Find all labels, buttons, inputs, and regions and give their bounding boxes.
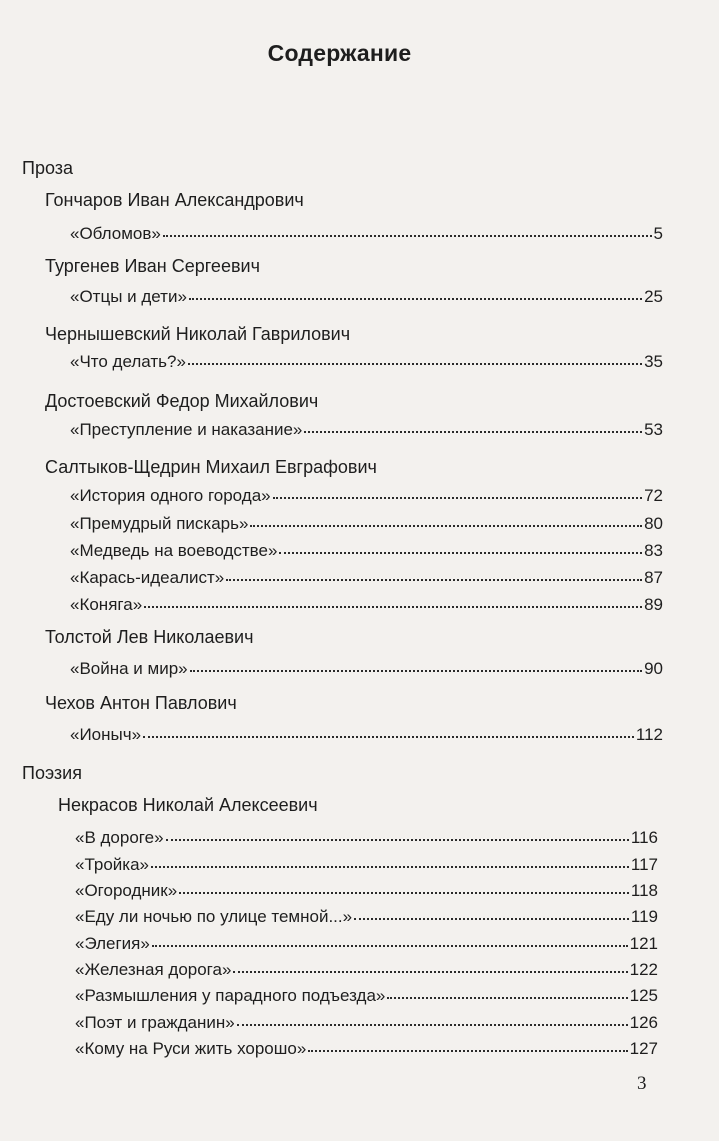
page-number: 126	[629, 1013, 658, 1032]
toc-entry[interactable]	[75, 855, 658, 875]
dot-leader	[273, 494, 642, 499]
work-title: «Еду ли ночью по улице темной...»	[75, 907, 353, 926]
work-title: «Ионыч»	[70, 725, 142, 744]
page-number: 87	[644, 568, 663, 587]
work-title: «В дороге»	[75, 828, 164, 847]
dot-leader	[188, 360, 642, 365]
page-number: 35	[644, 352, 663, 371]
section-heading: Проза	[22, 158, 74, 178]
work-title: «Что делать?»	[70, 352, 186, 371]
author-name: Гончаров Иван Александрович	[45, 190, 304, 210]
dot-leader	[163, 232, 652, 237]
dot-leader	[304, 428, 642, 433]
toc-entry[interactable]	[70, 287, 663, 307]
page-number: 119	[630, 907, 658, 926]
work-title: «Железная дорога»	[75, 960, 232, 979]
dot-leader	[166, 836, 629, 841]
toc-entry[interactable]	[70, 224, 663, 244]
page-number: 127	[629, 1039, 658, 1058]
page-number: 80	[644, 514, 663, 533]
toc-entry[interactable]	[75, 986, 658, 1006]
work-title: «Отцы и дети»	[70, 287, 187, 306]
author-name: Толстой Лев Николаевич	[45, 627, 254, 647]
toc-entry[interactable]	[70, 420, 663, 440]
toc-entry[interactable]	[75, 828, 658, 848]
dot-leader	[354, 915, 629, 920]
work-title: «История одного города»	[70, 486, 271, 505]
page-number: 117	[630, 855, 658, 874]
dot-leader	[143, 733, 634, 738]
dot-leader	[308, 1047, 627, 1052]
work-title: «Обломов»	[70, 224, 161, 243]
dot-leader	[189, 295, 642, 300]
toc-entry[interactable]	[70, 725, 663, 745]
dot-leader	[237, 1021, 628, 1026]
toc-entry[interactable]	[70, 659, 663, 679]
page-number: 25	[644, 287, 663, 306]
work-title: «Огородник»	[75, 881, 178, 900]
dot-leader	[250, 522, 642, 527]
page-number: 122	[629, 960, 658, 979]
author-name: Достоевский Федор Михайлович	[45, 391, 319, 411]
toc-entry[interactable]	[75, 1013, 658, 1033]
author-name: Тургенев Иван Сергеевич	[45, 256, 260, 276]
toc-entry[interactable]	[75, 934, 658, 954]
author-name: Чехов Антон Павлович	[45, 693, 237, 713]
page-number: 90	[644, 659, 663, 678]
work-title: «Размышления у парадного подъезда»	[75, 986, 386, 1005]
page-title: Содержание	[267, 40, 412, 66]
page-number: 118	[630, 881, 658, 900]
toc-entry[interactable]	[75, 881, 658, 901]
work-title: «Медведь на воеводстве»	[70, 541, 278, 560]
page-number: 121	[629, 934, 658, 953]
toc-entry[interactable]	[70, 568, 663, 588]
author-name: Чернышевский Николай Гаврилович	[45, 324, 351, 344]
toc-entry[interactable]	[70, 486, 663, 506]
page-folio: 3	[637, 1073, 647, 1094]
dot-leader	[151, 863, 629, 868]
work-title: «Премудрый пискарь»	[70, 514, 249, 533]
work-title: «Война и мир»	[70, 659, 188, 678]
page-number: 125	[629, 986, 658, 1005]
work-title: «Коняга»	[70, 595, 143, 614]
toc-entry[interactable]	[70, 541, 663, 561]
work-title: «Карась-идеалист»	[70, 568, 225, 587]
dot-leader	[179, 889, 629, 894]
work-title: «Поэт и гражданин»	[75, 1013, 235, 1032]
page-number: 5	[653, 224, 663, 243]
toc-entry[interactable]	[75, 1039, 658, 1059]
dot-leader	[144, 603, 642, 608]
dot-leader	[152, 942, 628, 947]
page-number: 83	[644, 541, 663, 560]
dot-leader	[279, 549, 642, 554]
page-number: 116	[630, 828, 658, 847]
toc-entry[interactable]	[70, 514, 663, 534]
work-title: «Кому на Руси жить хорошо»	[75, 1039, 307, 1058]
toc-entry[interactable]	[75, 907, 658, 927]
dot-leader	[226, 576, 642, 581]
page-number: 112	[635, 725, 663, 744]
page-number: 53	[644, 420, 663, 439]
work-title: «Тройка»	[75, 855, 150, 874]
page-number: 72	[644, 486, 663, 505]
author-name: Салтыков-Щедрин Михаил Евграфович	[45, 457, 377, 477]
dot-leader	[387, 994, 627, 999]
toc-entry[interactable]	[70, 595, 663, 615]
work-title: «Элегия»	[75, 934, 150, 953]
dot-leader	[190, 667, 642, 672]
author-name: Некрасов Николай Алексеевич	[58, 795, 318, 815]
dot-leader	[233, 968, 627, 973]
toc-entry[interactable]	[70, 352, 663, 372]
page-number: 89	[644, 595, 663, 614]
section-heading: Поэзия	[22, 763, 82, 783]
work-title: «Преступление и наказание»	[70, 420, 303, 439]
toc-entry[interactable]	[75, 960, 658, 980]
